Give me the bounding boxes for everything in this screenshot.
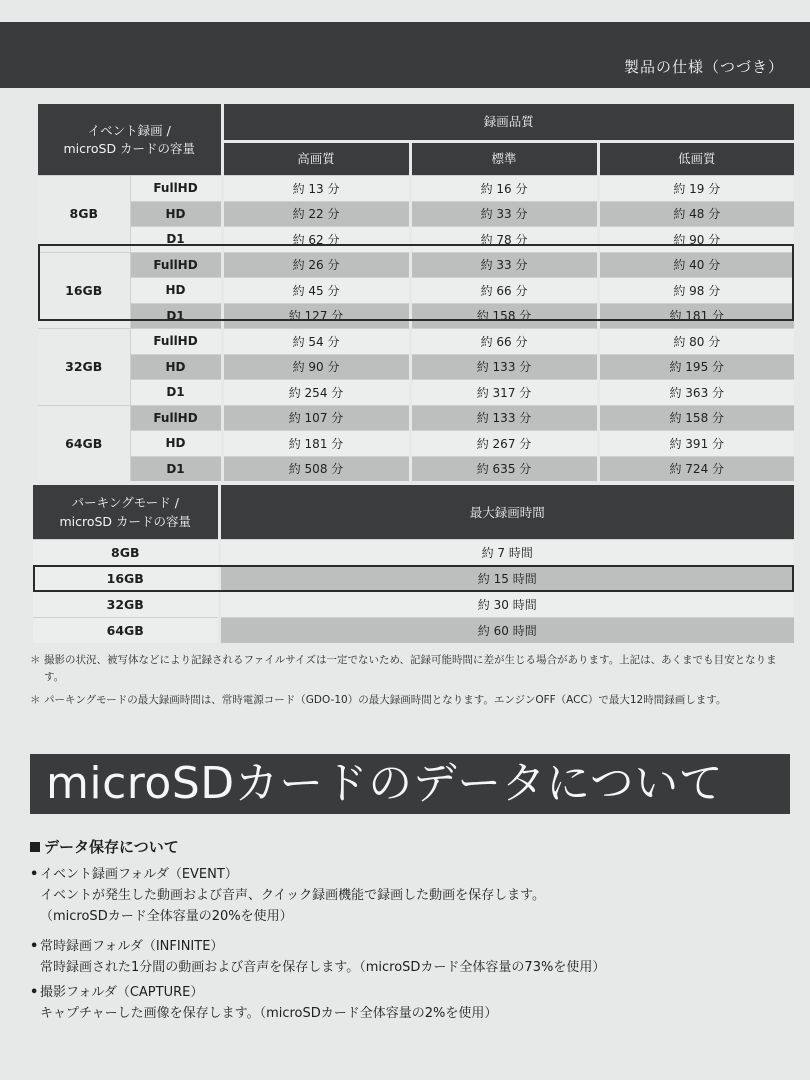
duration-cell: 約 508 分	[222, 456, 410, 481]
sub-heading	[30, 836, 179, 857]
resolution-cell: HD	[130, 431, 222, 457]
resolution-cell: HD	[130, 354, 222, 380]
duration-cell: 約 181 分	[598, 303, 794, 329]
note-mark: ＊	[30, 694, 41, 706]
resolution-cell: FullHD	[130, 176, 222, 202]
table-row	[38, 278, 794, 304]
duration-cell: 約 66 分	[410, 329, 598, 355]
duration-cell: 約 16 分	[410, 176, 598, 202]
duration-cell: 約 80 分	[598, 329, 794, 355]
folder-desc: イベントが発生した動画および音声、クイック録画機能で録画した動画を保存します。	[40, 888, 546, 903]
bullet-icon: •	[30, 939, 39, 954]
max-time-cell: 約 15 時間	[219, 566, 794, 592]
duration-cell: 約 19 分	[598, 176, 794, 202]
resolution-cell: FullHD	[130, 405, 222, 431]
corner-label-2: microSD カードの容量	[63, 140, 196, 156]
duration-cell: 約 267 分	[410, 431, 598, 457]
duration-cell: 約 33 分	[410, 201, 598, 227]
duration-cell: 約 22 分	[222, 201, 410, 227]
duration-cell: 約 181 分	[222, 431, 410, 457]
duration-cell: 約 40 分	[598, 252, 794, 278]
resolution-cell: FullHD	[130, 252, 222, 278]
duration-cell: 約 62 分	[222, 227, 410, 253]
bullet-icon: •	[30, 867, 39, 882]
note-mark: ＊	[30, 654, 41, 666]
duration-cell: 約 317 分	[410, 380, 598, 406]
duration-cell: 約 127 分	[222, 303, 410, 329]
parking-mode-table	[33, 485, 794, 643]
duration-cell: 約 90 分	[222, 354, 410, 380]
page-header-title: 製品の仕様（つづき）	[623, 58, 784, 76]
capacity-cell: 16GB	[33, 566, 219, 592]
duration-cell: 約 363 分	[598, 380, 794, 406]
table-row	[33, 592, 794, 618]
table-row	[38, 201, 794, 227]
folder-desc: （microSDカード全体容量の20%を使用）	[40, 909, 293, 924]
duration-cell: 約 78 分	[410, 227, 598, 253]
corner-label-1: イベント録画 /	[87, 122, 171, 138]
duration-cell: 約 158 分	[410, 303, 598, 329]
table-row	[38, 227, 794, 253]
table-row	[38, 252, 794, 278]
parking-corner-label-2: microSD カードの容量	[59, 514, 192, 529]
duration-cell: 約 133 分	[410, 405, 598, 431]
table-row	[38, 456, 794, 481]
duration-cell: 約 54 分	[222, 329, 410, 355]
parking-table-corner	[33, 485, 219, 540]
section-band	[30, 754, 790, 814]
duration-cell: 約 133 分	[410, 354, 598, 380]
capacity-cell: 8GB	[38, 176, 130, 253]
duration-cell: 約 391 分	[598, 431, 794, 457]
capacity-cell: 32GB	[33, 592, 219, 618]
section-title: microSDカードのデータについて	[46, 758, 724, 809]
folder-name: イベント録画フォルダ（EVENT）	[40, 867, 238, 882]
capacity-cell: 16GB	[38, 252, 130, 329]
duration-cell: 約 724 分	[598, 456, 794, 481]
sub-heading-text: データ保存について	[44, 838, 179, 856]
duration-cell: 約 33 分	[410, 252, 598, 278]
duration-cell: 約 195 分	[598, 354, 794, 380]
table-row	[38, 354, 794, 380]
event-table-corner	[38, 104, 222, 176]
duration-cell: 約 66 分	[410, 278, 598, 304]
max-recording-time-header: 最大録画時間	[219, 485, 794, 540]
folder-name: 常時録画フォルダ（INFINITE）	[40, 939, 224, 954]
quality-group-header: 録画品質	[222, 104, 794, 142]
event-recording-table	[38, 104, 794, 481]
capacity-cell: 32GB	[38, 329, 130, 406]
capacity-cell: 8GB	[33, 540, 219, 566]
header-band	[0, 22, 810, 88]
duration-cell: 約 254 分	[222, 380, 410, 406]
resolution-cell: D1	[130, 227, 222, 253]
duration-cell: 約 107 分	[222, 405, 410, 431]
note-text: パーキングモードの最大録画時間は、常時電源コード（GDO-10）の最大録画時間となります。エンジンOFF（ACC）で最大12時間録画します。	[44, 694, 727, 706]
resolution-cell: D1	[130, 456, 222, 481]
duration-cell: 約 26 分	[222, 252, 410, 278]
folder-name: 撮影フォルダ（CAPTURE）	[40, 985, 204, 1000]
resolution-cell: D1	[130, 380, 222, 406]
resolution-cell: HD	[130, 201, 222, 227]
folder-infinite	[30, 936, 800, 978]
duration-cell: 約 98 分	[598, 278, 794, 304]
note-1	[30, 652, 800, 686]
capacity-cell: 64GB	[33, 618, 219, 644]
quality-col-high: 高画質	[222, 142, 410, 176]
note-2	[30, 692, 800, 709]
resolution-cell: HD	[130, 278, 222, 304]
parking-corner-label-1: パーキングモード /	[71, 495, 179, 510]
bullet-icon: •	[30, 985, 39, 1000]
folder-capture	[30, 982, 800, 1024]
folder-desc: 常時録画された1分間の動画および音声を保存します。（microSDカード全体容量の73%を使用）	[40, 960, 606, 975]
duration-cell: 約 13 分	[222, 176, 410, 202]
table-row	[38, 380, 794, 406]
duration-cell: 約 635 分	[410, 456, 598, 481]
duration-cell: 約 158 分	[598, 405, 794, 431]
table-row	[38, 431, 794, 457]
folder-event	[30, 864, 800, 927]
max-time-cell: 約 7 時間	[219, 540, 794, 566]
capacity-cell: 64GB	[38, 405, 130, 481]
max-time-cell: 約 30 時間	[219, 592, 794, 618]
folder-desc: キャプチャーした画像を保存します。（microSDカード全体容量の2%を使用）	[40, 1006, 498, 1021]
square-bullet-icon	[30, 842, 40, 852]
table-row	[38, 329, 794, 355]
resolution-cell: D1	[130, 303, 222, 329]
table-row	[33, 618, 794, 644]
max-time-cell: 約 60 時間	[219, 618, 794, 644]
note-text: 撮影の状況、被写体などにより記録されるファイルサイズは一定でないため、記録可能時間に差が生じる場合があります。上記は、あくまでも目安となります。	[44, 654, 777, 683]
duration-cell: 約 48 分	[598, 201, 794, 227]
table-row	[38, 405, 794, 431]
duration-cell: 約 45 分	[222, 278, 410, 304]
duration-cell: 約 90 分	[598, 227, 794, 253]
table-row	[33, 540, 794, 566]
quality-col-low: 低画質	[598, 142, 794, 176]
resolution-cell: FullHD	[130, 329, 222, 355]
table-row	[33, 566, 794, 592]
quality-col-standard: 標準	[410, 142, 598, 176]
table-row	[38, 303, 794, 329]
table-row	[38, 176, 794, 202]
